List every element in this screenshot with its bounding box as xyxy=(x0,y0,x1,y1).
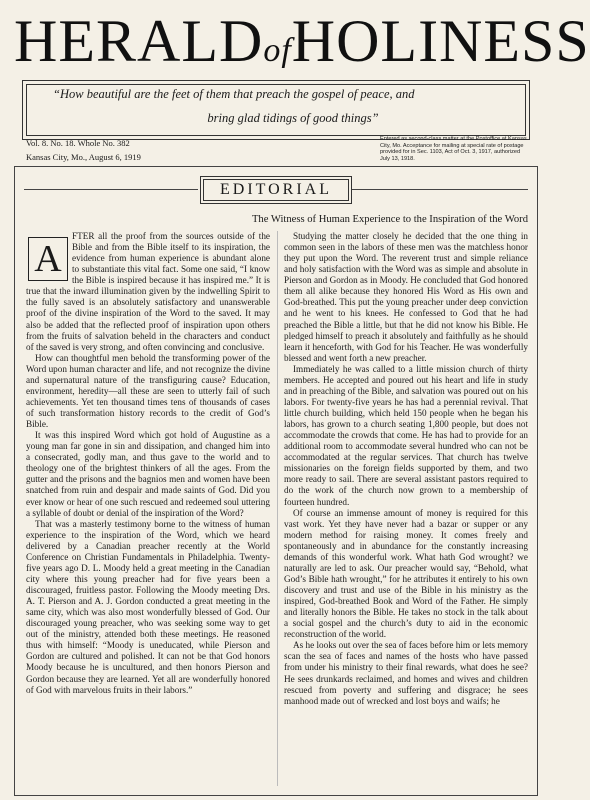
article-paragraph: FTER all the proof from the sources outside of the Bible and from the Bible itself to its inspiration, the evidence from human experience is abundant alone to substantiate this vital fact. Some one said, “I know the Bible is inspired because it has inspired me.” It is true that the inward illumination given by the indwelling Spirit to the fully saved is an absolutely satisfactory and unanswerable proof of the divine inspiration of the Word to the saved. It may also be added that the reflected proof of inspiration upon others from the fruits of salvation beheld in the characters and conduct of the saved is very strong, and often convincing and conclusive. xyxy=(26,231,270,352)
drop-cap: A xyxy=(28,237,68,281)
motto-line-1: “How beautiful are the feet of them that preach the gospel of peace, and xyxy=(53,87,415,101)
article-paragraph: Immediately he was called to a little mission church of thirty members. He accepted and poured out his heart and life in study and in preaching of the Bible, and salvation was poured out on his labors. For twenty-five years he has had a perennial revival. That little church building, which held 150 people when he began his labors, has grown to a church seating 1,800 people, but does not accommodate the crowds that come. He has had to provide for an additional room to accommodate several hundred who can not be accommodated at the regular services. That church has twelve missionaries on the foreign fields supported by them, and two more ready to sail. There are several assistant pastors required to do the work of the church now grown to a membership of fourteen hundred. xyxy=(284,363,528,507)
article-paragraph: That was a masterly testimony borne to the witness of human experience to the inspiration of the Word, which we heard delivered by a Canadian preacher recently at the World Conference on Christian Fundamentals in Philadelphia. Twenty-five years ago D. L. Moody held a great meeting in the Canadian city where this young preacher had for five years been a discouraged, fruitless pastor. Following the Moody meeting Drs. A. T. Pierson and A. J. Gordon conducted a great meeting in the same city, which was also most wonderfully blessed of God. Our discouraged young preacher, who was seeking some way to get out of the ministry, attended both these meetings. He reasoned thus with himself: “Moody is uneducated, while Pierson and Gordon are cultured and polished. It can not be that God honors Moody because he is uncultured, and then honors Pierson and Gordon because they are learned. Yet all are wonderfully honored of God with marvelous fruits in their labors.” xyxy=(26,518,270,695)
section-label: EDITORIAL xyxy=(203,179,349,201)
section-rule-left xyxy=(24,189,198,190)
date-line: Kansas City, Mo., August 6, 1919 xyxy=(26,152,141,162)
masthead-title-holiness: HOLINESS xyxy=(291,8,590,74)
article-paragraph: As he looks out over the sea of faces before him or lets memory scan the sea of faces and names of the hosts who have passed from under his ministry to their final rewards, what does he see? He sees drunkards reclaimed, and homes and wives and children rescued from poverty and suffering and disgrace; he sees manhood made out of wrecked and lost boys and waifs; he xyxy=(284,640,528,706)
masthead-title-of: of xyxy=(263,32,292,69)
motto-line-2: bring glad tidings of good things” xyxy=(207,111,379,125)
postal-notice: Entered as second-class matter at the Postoffice at Kansas City, Mo. Acceptance for mailing at special rate of postage provided for in Sec. 1103, Act of Oct. 3, 1917, authorized July 13, 1918. xyxy=(380,136,527,162)
article-headline: The Witness of Human Experience to the Inspiration of the Word xyxy=(251,214,528,225)
article-column-left xyxy=(26,231,270,786)
masthead xyxy=(14,8,590,74)
masthead-title xyxy=(14,8,590,84)
section-rule-right xyxy=(352,189,528,190)
article-paragraph: It was this inspired Word which got hold of Augustine as a young man far gone in sin and dissipation, and changed him into a consecrated, godly man, and thus gave to the world and to theology one of the brightest thinkers of all the ages. From the gutter and the prisons and the bagnios men and women have been snatched from ruin and despair and made saints of God. Did you ever know or hear of one such rescued and redeemed soul uttering a syllable of doubt or denial of the inspiration of the Word? xyxy=(26,430,270,518)
masthead-title-herald: HERALD xyxy=(14,8,264,74)
article-paragraph: How can thoughtful men behold the transforming power of the Word upon human character and life, and not recognize the divine and supernatural nature of the transfiguring cause? Education, environment, heredity—all these are seen to utterly fail of such achievements. Yet ten thousand times tens of thousands of cases of such transformation history records to the credit of God’s Bible. xyxy=(26,352,270,430)
article-paragraph: Studying the matter closely he decided that the one thing in common seen in the labors of these men was the matchless honor they put upon the Word. The reverent trust and simple reliance and holy satisfaction with the Word was as simple and absolute in Pierson and Gordon as in Moody. He concluded that God honored them all alike because they honored His Word as His own and God-breathed. This put the young preacher under deep conviction and he went to his knees. He confessed to God that he had preached the Bible a little, but that he did not know his Bible. He pledged himself to preach it absolutely and faithfully as he should learn it henceforth, with God for his Teacher. He was wonderfully blessed and went forth a new preacher. xyxy=(284,231,528,363)
article-column-right xyxy=(284,231,528,786)
drop-cap-spacer xyxy=(26,231,72,277)
column-divider xyxy=(277,231,278,786)
section-label-box xyxy=(200,176,352,204)
volume-info: Vol. 8. No. 18. Whole No. 382 xyxy=(26,138,130,148)
motto-box xyxy=(22,80,530,140)
article-paragraph: Of course an immense amount of money is required for this vast work. Yet they have never had a bazar or supper or any modern method for raising money. It comes freely and spontaneously and in abundance for the constantly increasing demands of this wonderful work. What hath God wrought? we naturally are led to ask. Our preacher would say, “Behold, what God’s Bible hath wrought,” for he attributes it entirely to his own discovery and trust and use of the Bible in his ministry as the inspired, God-breathed Book and Word of the Father. He simply and literally honors the Bible. He takes no stock in the talk about a social gospel and the church’s duty to aid in the economic reconstruction of the world. xyxy=(284,507,528,640)
